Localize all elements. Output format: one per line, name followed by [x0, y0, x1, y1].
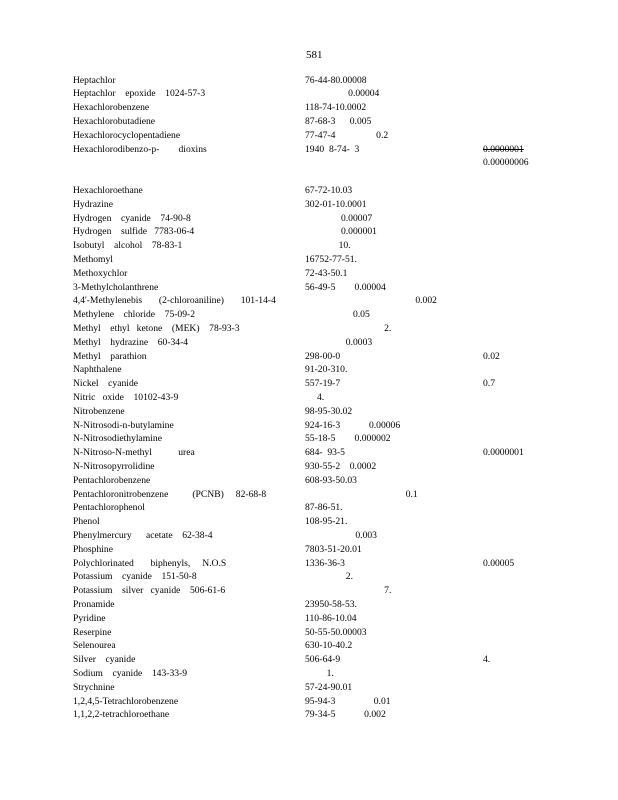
table-row [0, 667, 618, 680]
chemical-name: Methyl hydrazine 60-34-4 [73, 336, 189, 348]
cas-number: 67-72-10.03 [305, 184, 353, 196]
cas-number: 608-93-50.03 [305, 474, 357, 486]
table-row [0, 681, 618, 694]
chemical-name: Hydrogen sulfide 7783-06-4 [73, 226, 195, 238]
table-row [0, 474, 618, 487]
cas-number: 924-16-3 0.00006 [305, 419, 401, 431]
chemical-name: Isobutyl alcohol 78-83-1 [73, 240, 183, 252]
table-row [0, 156, 618, 169]
limit-value: 0.0000001 [483, 143, 524, 155]
chemical-name: 4,4'-Methylenebis (2-chloroaniline) 101-14-4 [73, 295, 276, 307]
chemical-name: 1,2,4,5-Tetrachlorobenzene [73, 695, 179, 707]
table-row [0, 74, 618, 87]
cas-number: 95-94-3 0.01 [305, 695, 391, 707]
limit-value: 0.7 [483, 378, 495, 390]
cas-number: 1336-36-3 [305, 557, 345, 569]
chemical-name: Methomyl [73, 253, 113, 265]
cas-number: 506-64-9 [305, 654, 341, 666]
chemical-name: N-Nitrosodiethylamine [73, 433, 162, 445]
chemical-name: N-Nitroso-N-methyl urea [73, 447, 195, 459]
table-row [0, 626, 618, 639]
table-row [0, 198, 618, 211]
chemical-name: Heptachlor [73, 74, 116, 86]
chemical-name: Strychnine [73, 681, 115, 693]
table-row [0, 515, 618, 528]
cas-number: 0.003 [305, 529, 377, 541]
cas-number: 87-86-51. [305, 502, 343, 514]
chemical-name: 1,1,2,2-tetrachloroethane [73, 709, 170, 721]
chemical-name: Methoxychlor [73, 267, 128, 279]
table-row [0, 308, 618, 321]
cas-number: 50-55-50.00003 [305, 626, 367, 638]
page-number: 581 [306, 49, 323, 61]
table-row [0, 529, 618, 542]
cas-number: 2. [305, 571, 353, 583]
table-row [0, 391, 618, 404]
cas-number: 630-10-40.2 [305, 640, 353, 652]
table-row [0, 87, 618, 100]
chemical-name: Potassium cyanide 151-50-8 [73, 571, 197, 583]
cas-number: 56-49-5 0.00004 [305, 281, 386, 293]
table-row [0, 143, 618, 156]
table-row [0, 460, 618, 473]
cas-number: 55-18-5 0.000002 [305, 433, 391, 445]
table-row [0, 419, 618, 432]
table-row [0, 115, 618, 128]
cas-number: 302-01-10.0001 [305, 198, 367, 210]
cas-number: 7. [305, 585, 392, 597]
cas-number: 557-19-7 [305, 378, 341, 390]
cas-number: 4. [305, 391, 325, 403]
table-row [0, 639, 618, 652]
table-row [0, 363, 618, 376]
table-row [0, 377, 618, 390]
limit-value: 0.02 [483, 350, 500, 362]
chemical-name: Phenol [73, 516, 100, 528]
table-row [0, 281, 618, 294]
table-row [0, 239, 618, 252]
table-row [0, 405, 618, 418]
table-row [0, 322, 618, 335]
chemical-name: Hexachlorocyclopentadiene [73, 129, 181, 141]
cas-number: 91-20-310. [305, 364, 348, 376]
table-row [0, 294, 618, 307]
table-row [0, 695, 618, 708]
cas-number: 77-47-4 0.2 [305, 129, 389, 141]
table-row [0, 570, 618, 583]
cas-number: 298-00-0 [305, 350, 341, 362]
chemical-name: Reserpine [73, 626, 112, 638]
chemical-name: Nitrobenzene [73, 405, 125, 417]
cas-number: 16752-77-51. [305, 253, 357, 265]
chemical-name: Hexachlorodibenzo-p- dioxins [73, 143, 207, 155]
chemical-name: Hexachloroethane [73, 184, 143, 196]
cas-number: 684- 93-5 [305, 447, 345, 459]
table-row [0, 225, 618, 238]
table-row [0, 336, 618, 349]
table-row [0, 184, 618, 197]
chemical-name: 3-Methylcholanthrene [73, 281, 159, 293]
cas-number: 10. [305, 240, 351, 252]
table-row [0, 432, 618, 445]
chemical-name: Pentachloronitrobenzene (PCNB) 82-68-8 [73, 488, 267, 500]
chemical-name: Nitric oxide 10102-43-9 [73, 391, 179, 403]
cas-number: 1940 8-74- 3 [305, 143, 360, 155]
table-row [0, 129, 618, 142]
chemical-name: Heptachlor epoxide 1024-57-3 [73, 88, 206, 100]
cas-number: 79-34-5 0.002 [305, 709, 386, 721]
chemical-name: Selenourea [73, 640, 116, 652]
cas-number: 7803-51-20.01 [305, 543, 362, 555]
chemical-name: N-Nitrosodi-n-butylamine [73, 419, 174, 431]
table-row [0, 446, 618, 459]
chemical-name: Methyl ethyl ketone (MEK) 78-93-3 [73, 322, 240, 334]
limit-value: 4. [483, 654, 491, 666]
cas-number: 110-86-10.04 [305, 612, 357, 624]
cas-number: 930-55-2 0.0002 [305, 460, 377, 472]
cas-number: 57-24-90.01 [305, 681, 353, 693]
chemical-name: Hydrogen cyanide 74-90-8 [73, 212, 191, 224]
cas-number: 0.0003 [305, 336, 373, 348]
table-row [0, 584, 618, 597]
chemical-name: Methylene chloride 75-09-2 [73, 309, 196, 321]
cas-number: 118-74-10.0002 [305, 102, 367, 114]
table-row [0, 543, 618, 556]
table-row [0, 350, 618, 363]
table-row [0, 170, 618, 183]
table-row [0, 653, 618, 666]
chemical-name: N-Nitrosopyrrolidine [73, 460, 155, 472]
cas-number: 0.002 [305, 295, 437, 307]
table-row [0, 253, 618, 266]
cas-number: 76-44-80.00008 [305, 74, 367, 86]
cas-number: 0.1 [305, 488, 418, 500]
table-row [0, 267, 618, 280]
cas-number: 87-68-3 0.005 [305, 115, 372, 127]
cas-number: 0.00007 [305, 212, 373, 224]
cas-number: 0.05 [305, 309, 370, 321]
cas-number: 2. [305, 322, 392, 334]
chemical-name: Pronamide [73, 598, 115, 610]
chemical-name: Phosphine [73, 543, 113, 555]
limit-value: 0.00005 [483, 557, 515, 569]
chemical-name: Nickel cyanide [73, 378, 138, 390]
chemical-name: Polychlorinated biphenyls, N.O.S [73, 557, 227, 569]
cas-number: 0.000001 [305, 226, 377, 238]
table-row [0, 212, 618, 225]
cas-number: 98-95-30.02 [305, 405, 353, 417]
limit-value: 0.0000001 [483, 447, 524, 459]
cas-number: 1. [305, 667, 334, 679]
chemical-name: Hydrazine [73, 198, 113, 210]
chemical-name: Silver cyanide [73, 654, 136, 666]
table-row [0, 598, 618, 611]
chemical-name: Pentachlorophenol [73, 502, 145, 514]
table-row [0, 557, 618, 570]
chemical-name: Potassium silver cyanide 506-61-6 [73, 585, 226, 597]
chemical-name: Naphthalene [73, 364, 122, 376]
table-row [0, 488, 618, 501]
cas-number: 0.00004 [305, 88, 380, 100]
table-row [0, 708, 618, 721]
chemical-name: Pentachlorobenzene [73, 474, 151, 486]
chemical-name: Methyl parathion [73, 350, 147, 362]
limit-value: 0.00000006 [483, 157, 529, 169]
table-row [0, 501, 618, 514]
chemical-name: Phenylmercury acetate 62-38-4 [73, 529, 213, 541]
table-row [0, 101, 618, 114]
chemical-name: Hexachlorobutadiene [73, 115, 156, 127]
chemical-name: Pyridine [73, 612, 106, 624]
cas-number: 72-43-50.1 [305, 267, 348, 279]
cas-number: 108-95-21. [305, 516, 348, 528]
cas-number: 23950-58-53. [305, 598, 357, 610]
chemical-name: Hexachlorobenzene [73, 102, 150, 114]
chemical-name: Sodium cyanide 143-33-9 [73, 667, 188, 679]
table-row [0, 612, 618, 625]
